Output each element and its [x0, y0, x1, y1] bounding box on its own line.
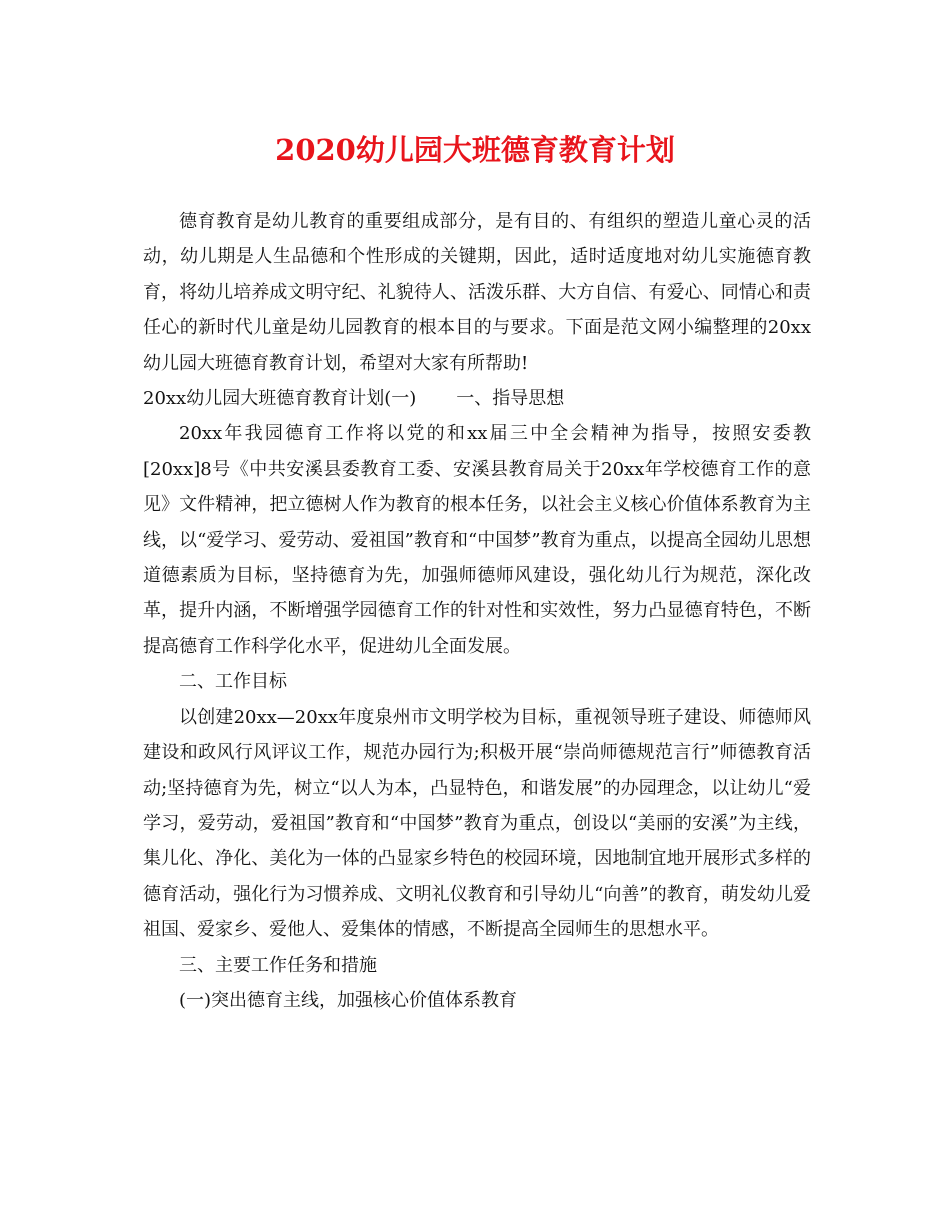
- document-title: 2020幼儿园大班德育教育计划: [275, 133, 675, 167]
- section2-paragraph: 以创建20xx—20xx年度泉州市文明学校为目标，重视领导班子建设、师德师风建设和政风行风评议工作，规范办园行为;积极开展“崇尚师德规范言行”师德教育活动;坚持德育为先，树立“以人为本，凸显特色，和谐发展”的办园理念，以让幼儿“爱学习，爱劳动，爱祖国”教育和“中国梦”教育为重点，创设以“美丽的安溪”为主线，集儿化、净化、美化为一体的凸显家乡特色的校园环境，因地制宜地开展形式多样的德育活动，强化行为习惯养成、文明礼仪教育和引导幼儿“向善”的教育，萌发幼儿爱祖国、爱家乡、爱他人、爱集体的情感，不断提高全园师生的思想水平。: [143, 706, 811, 941]
- section3-subheading: (一)突出德育主线，加强核心价值体系教育: [179, 989, 518, 1011]
- section3-heading: 三、主要工作任务和措施: [179, 954, 377, 976]
- document-body: [143, 204, 811, 1018]
- section1-heading: 一、指导思想: [456, 388, 565, 410]
- section2-heading: 二、工作目标: [179, 671, 287, 693]
- intro-paragraph: 德育教育是幼儿教育的重要组成部分，是有目的、有组织的塑造儿童心灵的活动，幼儿期是人生品德和个性形成的关键期，因此，适时适度地对幼儿实施德育教育，将幼儿培养成文明守纪、礼貌待人、活泼乐群、大方自信、有爱心、同情心和责任心的新时代儿童是幼儿园教育的根本目的与要求。下面是范文网小编整理的20xx幼儿园大班德育教育计划，希望对大家有所帮助!: [143, 211, 811, 374]
- section1-paragraph: 20xx年我园德育工作将以党的和xx届三中全会精神为指导，按照安委教[20xx]8号《中共安溪县委教育工委、安溪县教育局关于20xx年学校德育工作的意见》文件精神，把立德树人作为教育的根本任务，以社会主义核心价值体系教育为主线，以“爱学习、爱劳动、爱祖国”教育和“中国梦”教育为重点，以提高全园幼儿思想道德素质为目标，坚持德育为先，加强师德师风建设，强化幼儿行为规范，深化改革，提升内涵，不断增强学园德育工作的针对性和实效性，努力凸显德育特色，不断提高德育工作科学化水平，促进幼儿全面发展。: [143, 423, 811, 657]
- plan-heading-line: [143, 381, 811, 416]
- plan-label: 20xx幼儿园大班德育教育计划(一): [143, 388, 417, 410]
